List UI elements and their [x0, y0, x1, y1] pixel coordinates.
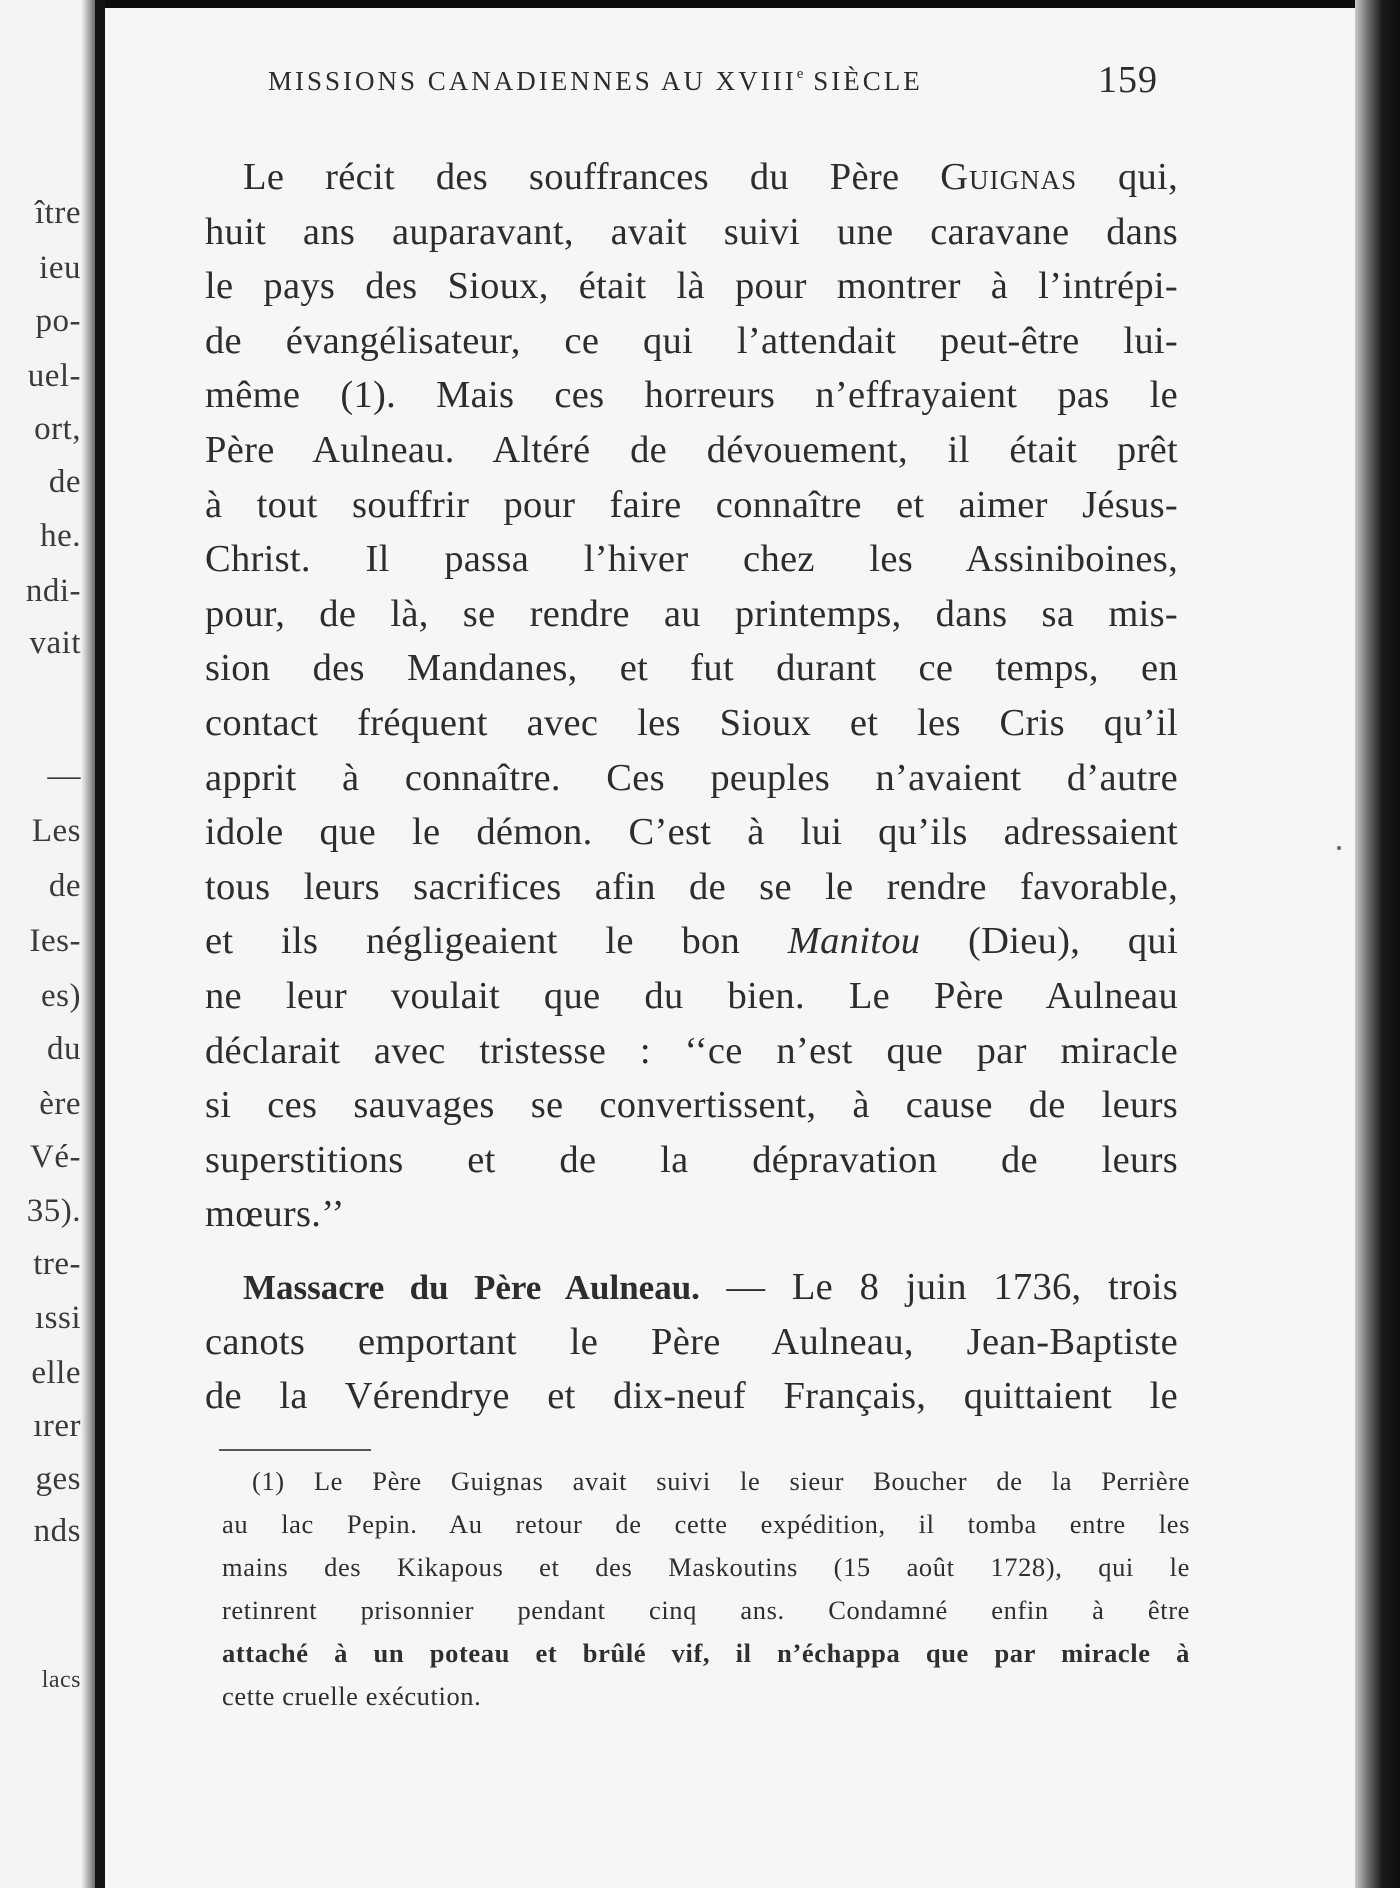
text-line: ne leur voulait que du bien. Le Père Aulneau: [205, 974, 1178, 1017]
footnote-line: cette cruelle exécution.: [222, 1681, 482, 1711]
left-page-fragment: ıssi: [34, 1300, 81, 1336]
left-page-fragment: he.: [40, 518, 81, 554]
text-line: à tout souffrir pour faire connaître et aimer Jésus-: [205, 483, 1178, 526]
text-span: qui,: [1117, 156, 1178, 198]
text-line: de évangélisateur, ce qui l’attendait peut-être lui-: [205, 319, 1178, 362]
left-page-fragment: Ies-: [29, 923, 81, 959]
text-line: idole que le démon. C’est à lui qu’ils adressaient: [205, 811, 1178, 854]
text-line: tous leurs sacrifices afin de se le rendre favorable,: [205, 865, 1178, 908]
left-page-fragment: es): [41, 978, 81, 1014]
left-page-fragment: tre-: [33, 1246, 81, 1282]
text-span: Le récit des souffrances du Père: [243, 156, 900, 198]
gutter-shadow: [81, 0, 95, 1888]
left-facing-page: [0, 0, 95, 1888]
running-title-superscript: e: [796, 66, 804, 82]
text-line: [205, 914, 1178, 969]
left-page-fragment: ırer: [33, 1408, 81, 1444]
footnote-line: retinrent prisonnier pendant cinq ans. Condamné enfin à être: [222, 1595, 1190, 1625]
text-line: sion des Mandanes, et fut durant ce temps, en: [205, 647, 1178, 690]
left-page-fragment: ges: [35, 1461, 81, 1497]
footnote-rule: [219, 1449, 371, 1451]
left-page-fragment: uel-: [27, 358, 81, 394]
footnote-line: attaché à un poteau et brûlé vif, il n’échappa que par miracle à: [222, 1638, 1190, 1668]
footnote-line: (1) Le Père Guignas avait suivi le sieur Boucher de la Perrière: [252, 1466, 1190, 1496]
left-page-fragment: de: [48, 464, 81, 500]
left-page-fragment: ort,: [34, 411, 81, 447]
left-page-fragment: ître: [35, 195, 81, 231]
text-span: — Le 8 juin 1736, trois: [726, 1266, 1178, 1308]
page-edge-shadow: [1355, 0, 1400, 1888]
footnote-line: mains des Kikapous et des Maskoutins (15 août 1728), qui le: [222, 1552, 1190, 1582]
running-title-end: SIÈCLE: [813, 66, 923, 96]
text-line: pour, de là, se rendre au printemps, dans sa mis-: [205, 592, 1178, 635]
left-page-fragment: du: [47, 1031, 81, 1067]
left-page-fragment: Vé-: [30, 1139, 81, 1175]
left-page-fragment: po-: [35, 303, 81, 339]
italic-term: Manitou: [787, 920, 921, 963]
book-spine: [95, 0, 105, 1888]
paper-speck: [1337, 846, 1341, 850]
person-name-smallcaps: Guignas: [940, 156, 1078, 198]
left-page-fragment: nds: [33, 1513, 81, 1549]
text-line: si ces sauvages se convertissent, à cause de leurs: [205, 1084, 1178, 1127]
text-line: le pays des Sioux, était là pour montrer à l’intrépi-: [205, 265, 1178, 308]
text-line: déclarait avec tristesse : ‘‘ce n’est que par miracle: [205, 1029, 1178, 1072]
text-line: superstitions et de la dépravation de leurs: [205, 1138, 1178, 1181]
section-run-in-heading: Massacre du Père Aulneau.: [243, 1268, 700, 1307]
text-line: de la Vérendrye et dix-neuf Français, quittaient le: [205, 1375, 1178, 1418]
text-span: (Dieu), qui: [968, 920, 1178, 963]
text-line: Christ. Il passa l’hiver chez les Assiniboines,: [205, 538, 1178, 581]
text-line: apprit à connaître. Ces peuples n’avaient d’autre: [205, 756, 1178, 799]
paragraph-2: [205, 1260, 1178, 1424]
text-line: contact fréquent avec les Sioux et les Cris qu’il: [205, 701, 1178, 744]
footnote: [222, 1460, 1190, 1718]
left-page-fragment: ieu: [39, 250, 81, 286]
text-line: mœurs.’’: [205, 1193, 345, 1236]
text-line: [205, 1260, 1178, 1315]
left-page-fragment: de: [48, 868, 81, 904]
left-page-fragment: ère: [39, 1086, 81, 1122]
text-line: Père Aulneau. Altéré de dévouement, il était prêt: [205, 428, 1178, 471]
text-span: et ils négligeaient le bon: [205, 920, 741, 963]
running-header: [268, 66, 923, 97]
left-page-fragment: vait: [29, 625, 81, 661]
text-line: [205, 150, 1178, 205]
text-line: même (1). Mais ces horreurs n’effrayaient pas le: [205, 374, 1178, 417]
left-page-fragment: 35).: [26, 1193, 81, 1229]
left-page-fragment: lacs: [41, 1667, 81, 1693]
text-line: canots emportant le Père Aulneau, Jean-Baptiste: [205, 1320, 1178, 1363]
running-title: MISSIONS CANADIENNES AU XVIII: [268, 66, 797, 96]
left-page-fragment: —: [47, 758, 81, 794]
footnote-line: au lac Pepin. Au retour de cette expédition, il tomba entre les: [222, 1509, 1190, 1539]
left-page-fragment: elle: [31, 1355, 81, 1391]
left-page-fragment: Les: [31, 813, 81, 849]
paragraph-1: [205, 150, 1178, 1242]
left-page-fragment: ndi-: [25, 573, 81, 609]
page-number: 159: [1098, 59, 1158, 101]
text-line: huit ans auparavant, avait suivi une caravane dans: [205, 210, 1178, 253]
